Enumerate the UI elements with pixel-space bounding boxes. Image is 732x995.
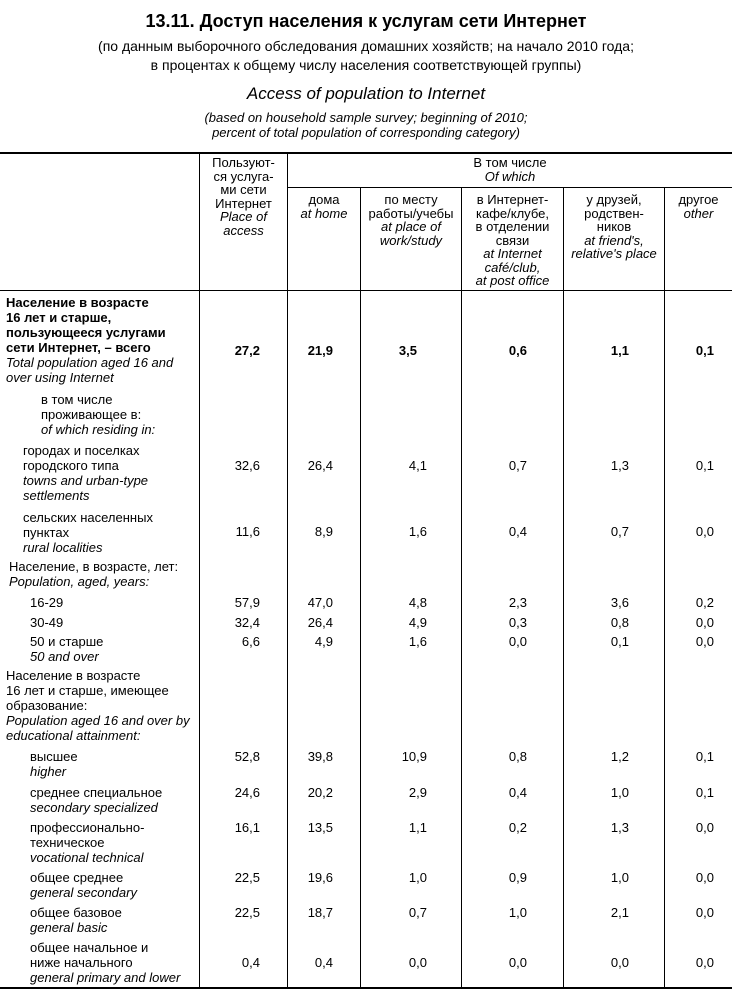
cell-sec-spec-cafe: 0,4 [508,785,527,800]
cell-towns-other: 0,1 [695,458,714,473]
cell-sec-spec-home: 20,2 [307,785,333,800]
cell-vocational-other: 0,0 [695,820,714,835]
cell-gen-sec-work: 1,0 [408,870,427,885]
cell-16-29-cafe: 2,3 [508,595,527,610]
cell-towns-cafe: 0,7 [508,458,527,473]
cell-50-over-friends: 0,1 [610,634,629,649]
cell-rural-home: 8,9 [314,524,333,539]
cell-gen-sec-cafe: 0,9 [508,870,527,885]
cell-gen-basic-users: 22,5 [234,905,260,920]
header-bottom-rule [0,290,732,291]
col-header-cafe: в Интернет- кафе/клубе, в отделении связи at Internet café/club, at post office [475,192,550,288]
cell-30-49-home: 26,4 [307,615,333,630]
cell-16-29-users: 57,9 [234,595,260,610]
cell-higher-cafe: 0,8 [508,749,527,764]
cell-gen-sec-other: 0,0 [695,870,714,885]
cell-total-cafe: 0,6 [508,343,527,358]
cell-higher-home: 39,8 [307,749,333,764]
cell-primary-other: 0,0 [695,955,714,970]
cell-30-49-users: 32,4 [234,615,260,630]
cell-higher-friends: 1,2 [610,749,629,764]
cell-total-users: 27,2 [234,343,260,358]
cell-30-49-friends: 0,8 [610,615,629,630]
statistics-table [0,152,732,990]
cell-towns-friends: 1,3 [610,458,629,473]
cell-30-49-work: 4,9 [408,615,427,630]
col-header-other: другое other [678,192,719,221]
cell-16-29-home: 47,0 [307,595,333,610]
cell-16-29-friends: 3,6 [610,595,629,610]
row-label-vocational: профессионально- техническое vocational technical [30,820,145,865]
col-header-home: дома at home [300,192,348,221]
row-label-primary-lower: общее начальное и ниже начального general primary and lower [30,940,181,985]
table-top-rule [0,152,732,154]
cell-50-over-users: 6,6 [241,634,260,649]
cell-higher-work: 10,9 [401,749,427,764]
cell-gen-basic-cafe: 1,0 [508,905,527,920]
cell-vocational-users: 16,1 [234,820,260,835]
cell-towns-work: 4,1 [408,458,427,473]
row-label-rural: сельских населенных пунктах rural localities [23,510,153,555]
cell-vocational-cafe: 0,2 [508,820,527,835]
cell-50-over-cafe: 0,0 [508,634,527,649]
col-rule-3 [360,187,361,988]
cell-primary-work: 0,0 [408,955,427,970]
cell-30-49-cafe: 0,3 [508,615,527,630]
cell-sec-spec-work: 2,9 [408,785,427,800]
col-rule-4 [461,187,462,988]
cell-rural-other: 0,0 [695,524,714,539]
cell-50-over-other: 0,0 [695,634,714,649]
cell-gen-basic-other: 0,0 [695,905,714,920]
col-rule-1 [199,152,200,988]
cell-primary-users: 0,4 [241,955,260,970]
col-header-of-which: В том числе Of which [473,155,547,184]
cell-total-friends: 1,1 [610,343,629,358]
subtitle-en-line-2: percent of total population of corresponding category) [212,125,520,140]
row-label-50-over: 50 и старше 50 and over [30,634,104,664]
row-label-higher: высшее higher [30,749,78,779]
col-header-work: по месту работы/учебы at place of work/study [368,192,454,248]
cell-gen-sec-home: 19,6 [307,870,333,885]
cell-higher-users: 52,8 [234,749,260,764]
cell-gen-basic-friends: 2,1 [610,905,629,920]
cell-towns-home: 26,4 [307,458,333,473]
subtitle-ru-line-2: в процентах к общему числу населения соответствующей группы) [150,57,582,73]
row-label-general-secondary: общее среднее general secondary [30,870,137,900]
subtitle-en-line-1: (based on household sample survey; beginning of 2010; [204,110,528,125]
row-label-general-basic: общее базовое general basic [30,905,122,935]
cell-gen-basic-home: 18,7 [307,905,333,920]
col-header-users: Пользуют- ся услуга- ми сети Интернет Place of access [212,155,275,238]
cell-50-over-home: 4,9 [314,634,333,649]
table-title-en: Access of population to Internet [246,84,486,103]
cell-rural-friends: 0,7 [610,524,629,539]
col-rule-6 [664,187,665,988]
cell-primary-friends: 0,0 [610,955,629,970]
row-label-16-29: 16-29 [30,595,64,610]
cell-primary-home: 0,4 [314,955,333,970]
row-label-education: Население в возрасте 16 лет и старше, имеющее образование: Population aged 16 and over by educational attainment: [6,668,190,743]
cell-vocational-work: 1,1 [408,820,427,835]
col-header-friends: у друзей, родствен- ников at friend's, relative's place [571,192,657,261]
row-label-residing: в том числе проживающее в: of which residing in: [41,392,156,437]
table-title: 13.11. Доступ населения к услугам сети Интернет [145,11,587,31]
cell-higher-other: 0,1 [695,749,714,764]
cell-total-other: 0,1 [695,343,714,358]
cell-total-work: 3,5 [398,343,417,358]
row-label-towns: городах и поселках городского типа towns and urban-type settlements [23,443,149,503]
cell-sec-spec-friends: 1,0 [610,785,629,800]
table-bottom-rule [0,987,732,989]
cell-sec-spec-other: 0,1 [695,785,714,800]
of-which-rule [287,187,732,188]
row-label-secondary-specialized: среднее специальное secondary specialized [30,785,163,815]
row-label-aged: Население, в возрасте, лет: Population, aged, years: [9,559,179,589]
row-label-total: Население в возрасте 16 лет и старше, пользующееся услугами сети Интернет, – всего Total population aged 16 and over using Internet [6,295,174,385]
cell-16-29-work: 4,8 [408,595,427,610]
cell-vocational-home: 13,5 [307,820,333,835]
col-rule-5 [563,187,564,988]
cell-towns-users: 32,6 [234,458,260,473]
cell-30-49-other: 0,0 [695,615,714,630]
cell-primary-cafe: 0,0 [508,955,527,970]
cell-16-29-other: 0,2 [695,595,714,610]
cell-vocational-friends: 1,3 [610,820,629,835]
cell-rural-users: 11,6 [235,524,260,539]
cell-50-over-work: 1,6 [408,634,427,649]
cell-sec-spec-users: 24,6 [234,785,260,800]
cell-rural-cafe: 0,4 [508,524,527,539]
cell-gen-sec-users: 22,5 [234,870,260,885]
row-label-30-49: 30-49 [30,615,64,630]
cell-total-home: 21,9 [307,343,333,358]
col-rule-2 [287,152,288,988]
cell-gen-basic-work: 0,7 [408,905,427,920]
cell-gen-sec-friends: 1,0 [610,870,629,885]
cell-rural-work: 1,6 [408,524,427,539]
subtitle-ru-line-1: (по данным выборочного обследования домашних хозяйств; на начало 2010 года; [98,38,634,54]
